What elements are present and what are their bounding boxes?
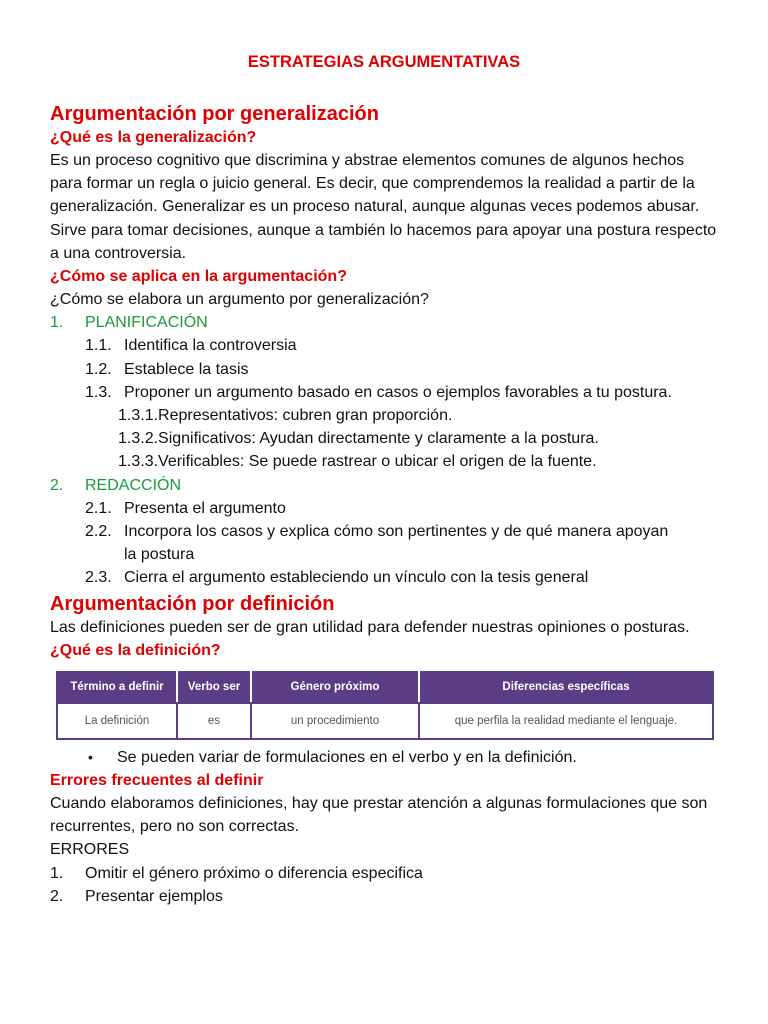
paragraph-uso-generalizacion: Sirve para tomar decisiones, aunque a también lo hacemos para apoyar una postura respecto a una controversia.	[50, 221, 717, 262]
item-text: Presentar ejemplos	[85, 887, 223, 905]
error-item	[50, 862, 718, 885]
paragraph-errores: Cuando elaboramos definiciones, hay que prestar atención a algunas formulaciones que son recurrentes, pero no son correctas.	[50, 795, 708, 836]
bullet-icon: •	[88, 748, 93, 765]
item-number: 2.3.	[85, 569, 112, 587]
list-item	[50, 334, 718, 357]
sub-list-item: 1.3.2.Significativos: Ayudan directamente y claramente a la postura.	[118, 430, 599, 448]
table-cell: un procedimiento	[251, 703, 419, 739]
step-redaccion	[50, 474, 718, 497]
question-errores: Errores frecuentes al definir	[50, 772, 264, 790]
step-number: 1.	[50, 314, 64, 332]
errors-label: ERRORES	[50, 841, 130, 859]
table-header: Verbo ser	[177, 672, 251, 703]
question-generalizacion: ¿Qué es la generalización?	[50, 129, 257, 146]
item-number: 1.2.	[85, 360, 112, 378]
table-header: Diferencias específicas	[419, 672, 713, 703]
step-planificacion	[50, 311, 718, 334]
item-number: 1.3.	[85, 383, 112, 401]
table-cell: La definición	[57, 703, 177, 739]
question-aplicacion: ¿Cómo se aplica en la argumentación?	[50, 268, 347, 286]
table-header: Género próximo	[251, 672, 419, 703]
error-item	[50, 885, 718, 908]
question-definicion: ¿Qué es la definición?	[50, 641, 221, 659]
section-heading-definicion: Argumentación por definición	[50, 592, 335, 615]
table-cell: que perfila la realidad mediante el lenguaje.	[419, 703, 713, 739]
item-number: 2.	[50, 887, 64, 905]
list-item	[50, 497, 718, 520]
table-header: Término a definir	[57, 672, 177, 703]
list-item	[50, 381, 718, 404]
item-number: 1.1.	[85, 337, 112, 355]
item-text: Proponer un argumento basado en casos o ejemplos favorables a tu postura.	[124, 383, 672, 401]
step-label: PLANIFICACIÓN	[85, 314, 208, 332]
item-text: Presenta el argumento	[124, 499, 286, 517]
list-item	[50, 358, 718, 381]
table-row	[57, 703, 713, 739]
item-text: Establece la tasis	[124, 360, 249, 378]
bullet-item	[50, 746, 718, 769]
sub-list-item: 1.3.3.Verificables: Se puede rastrear o ubicar el origen de la fuente.	[118, 453, 597, 471]
definition-table	[56, 671, 714, 740]
section-heading-generalizacion: Argumentación por generalización	[50, 103, 379, 125]
item-text: Cierra el argumento estableciendo un vínculo con la tesis general	[124, 569, 589, 587]
document-title: ESTRATEGIAS ARGUMENTATIVAS	[247, 53, 521, 71]
item-number: 2.1.	[85, 499, 112, 517]
item-text: Omitir el género próximo o diferencia especifica	[85, 864, 423, 882]
bullet-text: Se pueden variar de formulaciones en el verbo y en la definición.	[117, 748, 577, 766]
step-number: 2.	[50, 476, 64, 494]
paragraph-definiciones: Las definiciones pueden ser de gran utilidad para defender nuestras opiniones o posturas.	[50, 618, 690, 636]
list-item	[50, 566, 718, 589]
list-item	[50, 520, 718, 566]
item-text: Identifica la controversia	[124, 337, 297, 355]
paragraph-elaboracion: ¿Cómo se elabora un argumento por generalización?	[50, 291, 429, 309]
sub-list-item: 1.3.1.Representativos: cubren gran proporción.	[118, 407, 453, 425]
step-label: REDACCIÓN	[85, 476, 182, 494]
item-text: Incorpora los casos y explica cómo son pertinentes y de qué manera apoyan la postura	[124, 523, 669, 564]
paragraph-definicion-generalizacion: Es un proceso cognitivo que discrimina y abstrae elementos comunes de algunos hechos para formar un regla o juicio general. Es decir, que comprendemos la realidad a partir de la generalización. Generalizar es un proceso natural, aunque algunas veces podemos abusar.	[50, 152, 700, 216]
table-header-row	[57, 672, 713, 703]
table-cell: es	[177, 703, 251, 739]
item-number: 2.2.	[85, 523, 112, 541]
item-number: 1.	[50, 864, 64, 882]
